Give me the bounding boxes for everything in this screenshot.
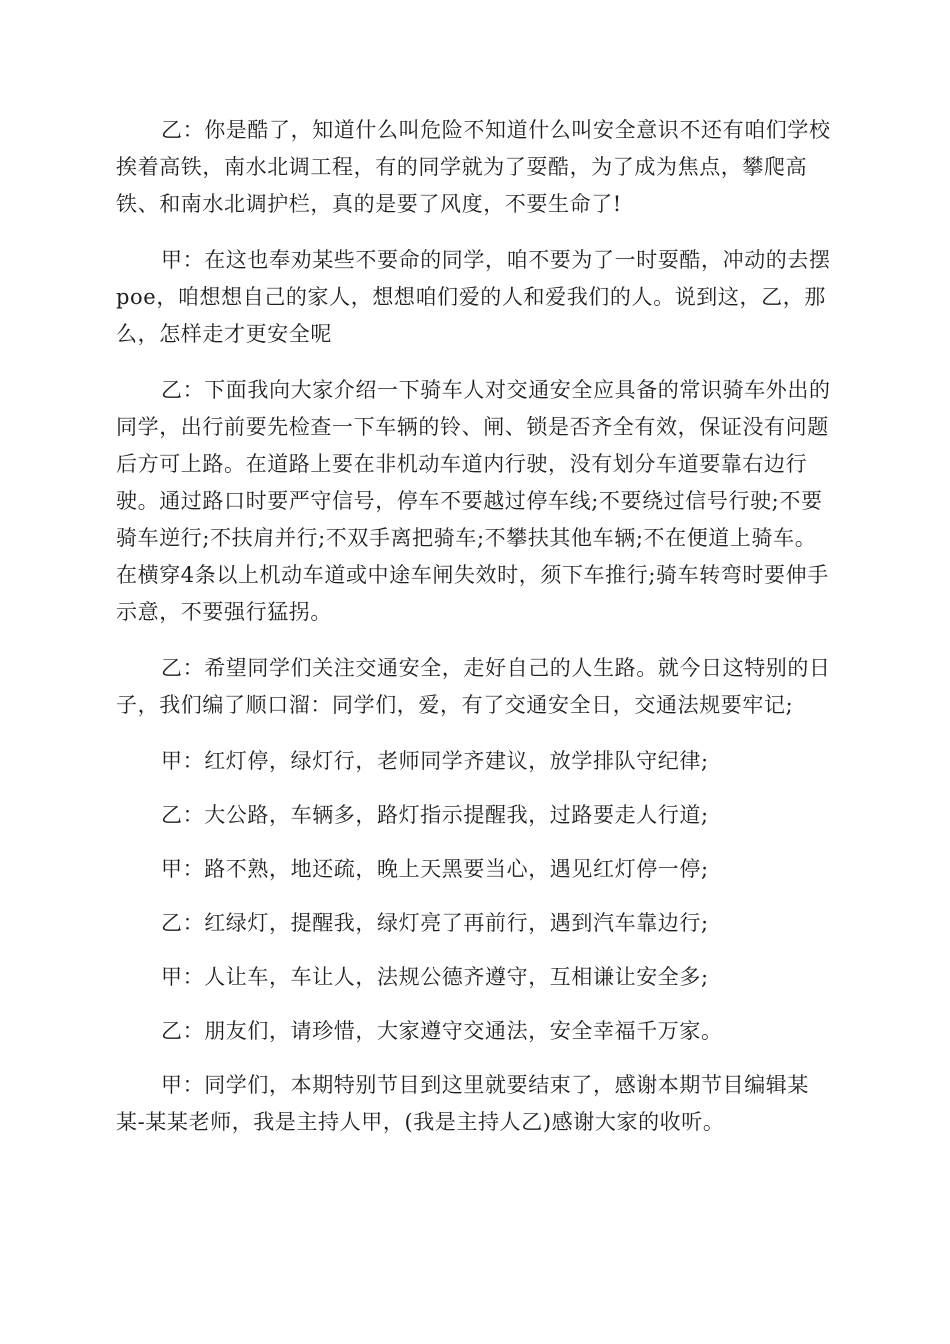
paragraph-rhyme-3: 甲：路不熟，地还疏，晚上天黑要当心，遇见红灯停一停; [161, 857, 709, 881]
paragraph-rhyme-2: 乙：大公路，车辆多，路灯指示提醒我，过路要走人行道; [161, 803, 709, 827]
paragraph-dialogue-1: 乙：你是酷了，知道什么叫危险不知道什么叫安全意识不还有咱们学校挨着高铁，南水北调工程，有的同学就为了耍酷，为了成为焦点，攀爬高铁、和南水北调护栏，真的是要了风度，不要生命了! [116, 118, 831, 216]
paragraph-rhyme-1: 甲：红灯停，绿灯行，老师同学齐建议，放学排队守纪律; [161, 749, 709, 773]
paragraph-dialogue-2: 甲：在这也奉劝某些不要命的同学，咱不要为了一时耍酷，冲动的去摆poe，咱想想自己的家人，想想咱们爱的人和爱我们的人。说到这，乙，那么，怎样走才更安全呢 [116, 248, 831, 346]
paragraph-dialogue-4: 乙：希望同学们关注交通安全，走好自己的人生路。就今日这特别的日子，我们编了顺口溜：同学们，爱，有了交通安全日，交通法规要牢记; [116, 656, 831, 717]
paragraph-closing: 甲：同学们，本期特别节目到这里就要结束了，感谢本期节目编辑某某-某某老师，我是主持人甲，(我是主持人乙)感谢大家的收听。 [116, 1073, 809, 1134]
document-page [116, 112, 836, 1160]
paragraph-rhyme-5: 甲：人让车，车让人，法规公德齐遵守，互相谦让安全多; [161, 965, 709, 989]
paragraph-dialogue-3: 乙：下面我向大家介绍一下骑车人对交通安全应具备的常识骑车外出的同学，出行前要先检查一下车辆的铃、闸、锁是否齐全有效，保证没有问题后方可上路。在道路上要在非机动车道内行驶，没有划分车道要靠右边行驶。通过路口时要严守信号，停车不要越过停车线;不要绕过信号行驶;不要骑车逆行;不扶肩并行;不双手离把骑车;不攀扶其他车辆;不在便道上骑车。在横穿4条以上机动车道或中途车闸失效时，须下车推行;骑车转弯时要伸手示意，不要强行猛拐。 [116, 378, 831, 624]
paragraph-rhyme-4: 乙：红绿灯，提醒我，绿灯亮了再前行，遇到汽车靠边行; [161, 911, 709, 935]
paragraph-rhyme-6: 乙：朋友们，请珍惜，大家遵守交通法，安全幸福千万家。 [161, 1019, 723, 1043]
